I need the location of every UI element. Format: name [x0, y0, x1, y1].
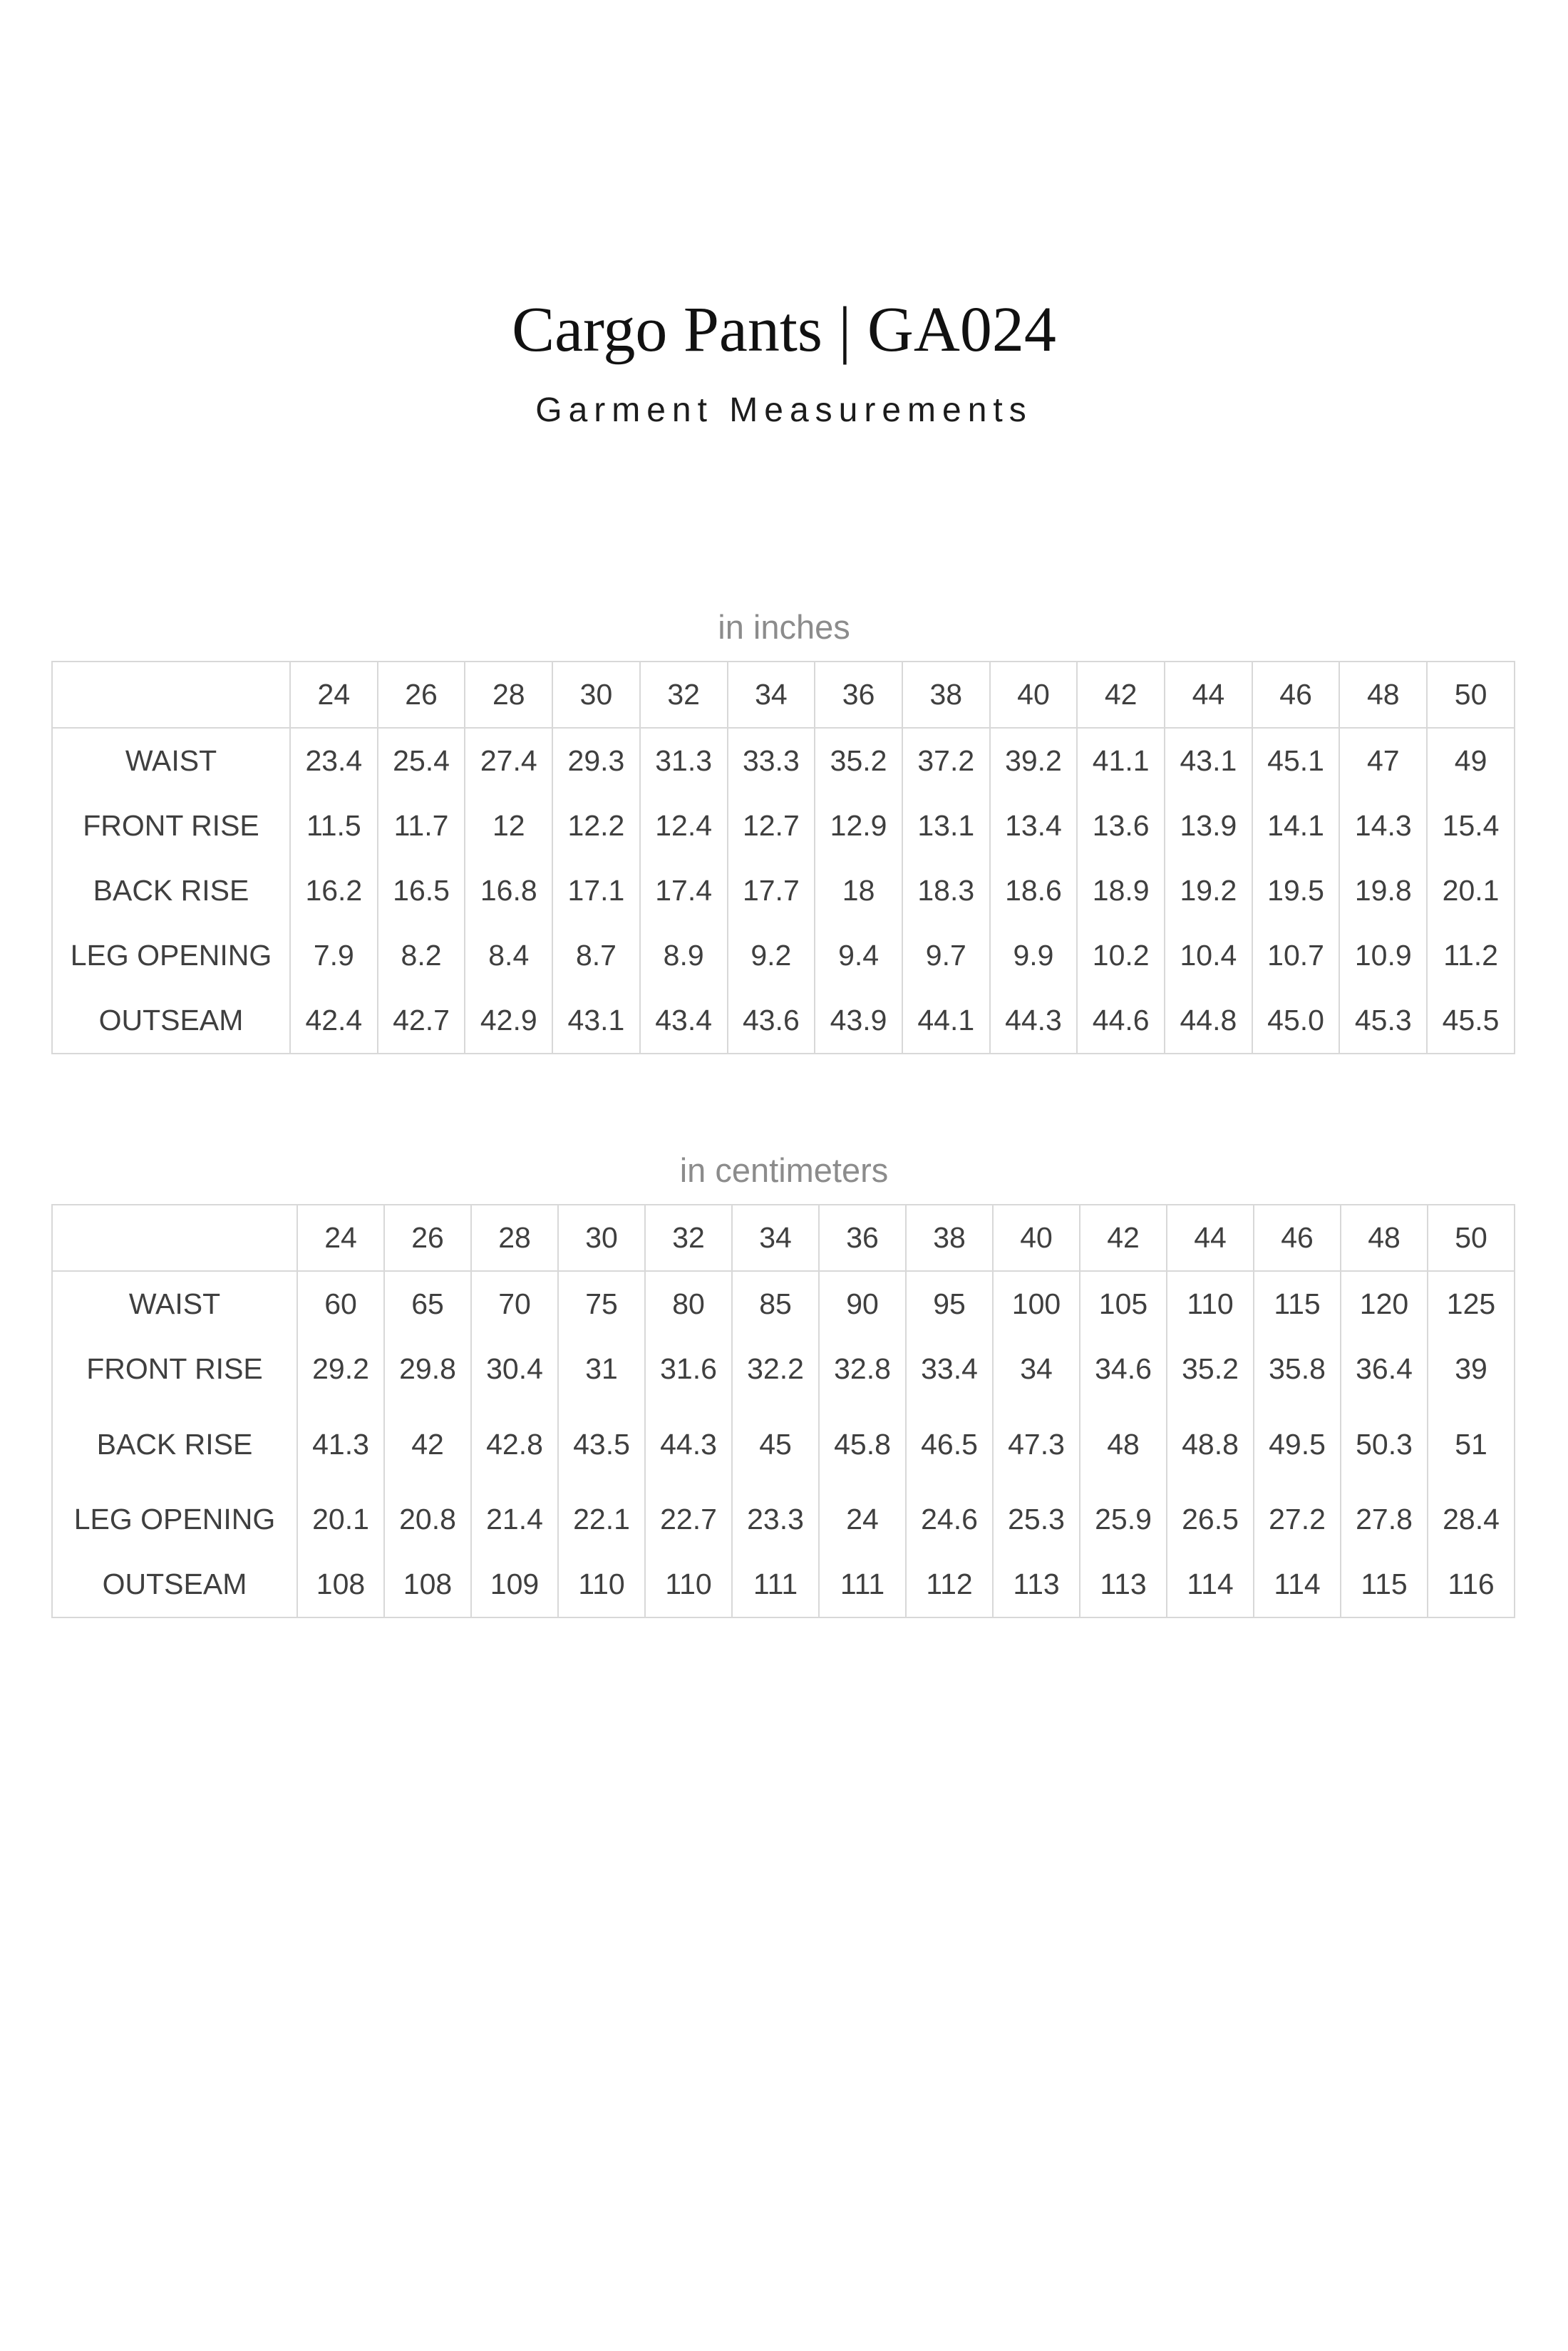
size-header-row [52, 662, 1515, 728]
size-header-cell: 28 [471, 1205, 558, 1271]
size-header-cell: 36 [819, 1205, 906, 1271]
size-header-cell: 34 [728, 662, 815, 728]
measurement-label: FRONT RISE [52, 793, 290, 858]
measurement-value: 12.7 [728, 793, 815, 858]
measurement-value: 11.5 [290, 793, 378, 858]
measurement-value: 45.5 [1427, 988, 1515, 1054]
size-header-cell: 32 [640, 662, 728, 728]
size-header-cell: 46 [1252, 662, 1340, 728]
measurement-value: 14.3 [1339, 793, 1427, 858]
header-corner-cell [52, 662, 290, 728]
measurement-value: 32.8 [819, 1337, 906, 1401]
measurement-value: 19.8 [1339, 858, 1427, 923]
measurement-value: 115 [1254, 1271, 1341, 1337]
measurement-value: 27.4 [465, 728, 552, 793]
measurement-value: 10.9 [1339, 923, 1427, 988]
measurement-value: 20.1 [1427, 858, 1515, 923]
measurement-label: FRONT RISE [52, 1337, 297, 1401]
measurement-value: 20.1 [297, 1487, 384, 1552]
size-header-cell: 42 [1077, 662, 1165, 728]
measurement-value: 35.8 [1254, 1337, 1341, 1401]
measurement-value: 48 [1080, 1401, 1167, 1487]
measurement-value: 42.7 [378, 988, 465, 1054]
measurement-row [52, 1401, 1515, 1487]
size-header-cell: 40 [990, 662, 1078, 728]
measurement-value: 39 [1428, 1337, 1515, 1401]
measurement-value: 114 [1167, 1552, 1254, 1617]
measurement-label: OUTSEAM [52, 988, 290, 1054]
measurement-label: BACK RISE [52, 1401, 297, 1487]
measurement-value: 31 [558, 1337, 645, 1401]
measurement-value: 85 [732, 1271, 819, 1337]
measurement-value: 24.6 [906, 1487, 993, 1552]
measurement-row [52, 988, 1515, 1054]
measurement-value: 32.2 [732, 1337, 819, 1401]
size-header-cell: 32 [645, 1205, 732, 1271]
measurement-value: 28.4 [1428, 1487, 1515, 1552]
measurement-value: 42 [384, 1401, 471, 1487]
measurement-label: LEG OPENING [52, 923, 290, 988]
centimeters-size-table [51, 1204, 1515, 1618]
measurement-value: 15.4 [1427, 793, 1515, 858]
size-header-cell: 38 [906, 1205, 993, 1271]
measurement-value: 45 [732, 1401, 819, 1487]
measurement-value: 113 [1080, 1552, 1167, 1617]
measurement-value: 11.2 [1427, 923, 1515, 988]
size-header-cell: 30 [552, 662, 640, 728]
measurement-value: 44.1 [902, 988, 990, 1054]
inches-size-table [51, 661, 1515, 1054]
measurement-value: 34.6 [1080, 1337, 1167, 1401]
measurement-value: 50.3 [1341, 1401, 1428, 1487]
measurement-value: 17.4 [640, 858, 728, 923]
measurement-value: 33.4 [906, 1337, 993, 1401]
measurement-value: 10.2 [1077, 923, 1165, 988]
measurement-value: 26.5 [1167, 1487, 1254, 1552]
measurement-value: 33.3 [728, 728, 815, 793]
measurement-value: 125 [1428, 1271, 1515, 1337]
measurement-value: 34 [993, 1337, 1080, 1401]
measurement-value: 43.9 [815, 988, 902, 1054]
measurement-label: BACK RISE [52, 858, 290, 923]
measurement-value: 41.1 [1077, 728, 1165, 793]
measurement-value: 30.4 [471, 1337, 558, 1401]
measurement-value: 110 [1167, 1271, 1254, 1337]
size-header-cell: 44 [1167, 1205, 1254, 1271]
size-header-cell: 48 [1339, 662, 1427, 728]
measurement-value: 109 [471, 1552, 558, 1617]
measurement-value: 27.8 [1341, 1487, 1428, 1552]
measurement-value: 12.4 [640, 793, 728, 858]
size-header-cell: 48 [1341, 1205, 1428, 1271]
measurement-value: 45.0 [1252, 988, 1340, 1054]
measurement-value: 10.7 [1252, 923, 1340, 988]
measurement-value: 16.2 [290, 858, 378, 923]
measurement-value: 9.9 [990, 923, 1078, 988]
measurement-value: 9.7 [902, 923, 990, 988]
measurement-value: 17.1 [552, 858, 640, 923]
measurement-value: 10.4 [1165, 923, 1252, 988]
measurement-value: 13.4 [990, 793, 1078, 858]
measurement-value: 35.2 [1167, 1337, 1254, 1401]
measurement-value: 36.4 [1341, 1337, 1428, 1401]
measurement-value: 31.6 [645, 1337, 732, 1401]
measurement-value: 47.3 [993, 1401, 1080, 1487]
measurement-value: 51 [1428, 1401, 1515, 1487]
measurement-value: 23.3 [732, 1487, 819, 1552]
measurement-value: 45.3 [1339, 988, 1427, 1054]
measurement-value: 48.8 [1167, 1401, 1254, 1487]
measurement-label: OUTSEAM [52, 1552, 297, 1617]
measurement-value: 21.4 [471, 1487, 558, 1552]
measurement-label: WAIST [52, 728, 290, 793]
measurement-value: 29.3 [552, 728, 640, 793]
measurement-value: 110 [558, 1552, 645, 1617]
size-header-row [52, 1205, 1515, 1271]
measurement-value: 8.2 [378, 923, 465, 988]
measurement-value: 116 [1428, 1552, 1515, 1617]
measurement-value: 18.6 [990, 858, 1078, 923]
measurement-value: 43.6 [728, 988, 815, 1054]
size-header-cell: 28 [465, 662, 552, 728]
measurement-value: 105 [1080, 1271, 1167, 1337]
measurement-value: 115 [1341, 1552, 1428, 1617]
measurement-value: 13.6 [1077, 793, 1165, 858]
size-header-cell: 26 [378, 662, 465, 728]
measurement-value: 20.8 [384, 1487, 471, 1552]
size-header-cell: 44 [1165, 662, 1252, 728]
measurement-value: 95 [906, 1271, 993, 1337]
page-title: Cargo Pants | GA024 [512, 294, 1056, 365]
size-header-cell: 24 [297, 1205, 384, 1271]
measurement-value: 13.1 [902, 793, 990, 858]
size-header-cell: 34 [732, 1205, 819, 1271]
measurement-value: 41.3 [297, 1401, 384, 1487]
size-header-cell: 50 [1427, 662, 1515, 728]
page-subtitle: Garment Measurements [535, 391, 1033, 429]
size-header-cell: 38 [902, 662, 990, 728]
measurement-value: 90 [819, 1271, 906, 1337]
measurement-value: 17.7 [728, 858, 815, 923]
size-header-cell: 36 [815, 662, 902, 728]
measurement-value: 39.2 [990, 728, 1078, 793]
measurement-value: 22.1 [558, 1487, 645, 1552]
measurement-row [52, 1337, 1515, 1401]
measurement-value: 7.9 [290, 923, 378, 988]
measurement-value: 25.4 [378, 728, 465, 793]
measurement-value: 114 [1254, 1552, 1341, 1617]
measurement-row [52, 793, 1515, 858]
measurement-value: 23.4 [290, 728, 378, 793]
measurement-value: 49 [1427, 728, 1515, 793]
measurement-value: 43.4 [640, 988, 728, 1054]
measurement-value: 16.8 [465, 858, 552, 923]
header-corner-cell [52, 1205, 297, 1271]
measurement-value: 18.9 [1077, 858, 1165, 923]
measurement-value: 45.1 [1252, 728, 1340, 793]
measurement-value: 112 [906, 1552, 993, 1617]
measurement-value: 25.3 [993, 1487, 1080, 1552]
measurement-value: 44.3 [645, 1401, 732, 1487]
measurement-value: 113 [993, 1552, 1080, 1617]
measurement-value: 80 [645, 1271, 732, 1337]
measurement-value: 70 [471, 1271, 558, 1337]
measurement-value: 45.8 [819, 1401, 906, 1487]
measurement-value: 9.2 [728, 923, 815, 988]
centimeters-table-caption: in centimeters [679, 1151, 889, 1189]
measurement-value: 42.8 [471, 1401, 558, 1487]
measurement-value: 12 [465, 793, 552, 858]
measurement-value: 27.2 [1254, 1487, 1341, 1552]
measurement-value: 13.9 [1165, 793, 1252, 858]
measurement-value: 44.8 [1165, 988, 1252, 1054]
measurement-value: 18.3 [902, 858, 990, 923]
size-header-cell: 30 [558, 1205, 645, 1271]
measurement-value: 46.5 [906, 1401, 993, 1487]
measurement-value: 49.5 [1254, 1401, 1341, 1487]
measurement-value: 47 [1339, 728, 1427, 793]
size-header-cell: 40 [993, 1205, 1080, 1271]
inches-table-caption: in inches [718, 608, 850, 646]
measurement-value: 29.8 [384, 1337, 471, 1401]
measurement-value: 19.5 [1252, 858, 1340, 923]
measurement-value: 16.5 [378, 858, 465, 923]
measurement-value: 8.9 [640, 923, 728, 988]
measurement-value: 65 [384, 1271, 471, 1337]
measurement-row [52, 1271, 1515, 1337]
measurement-value: 111 [732, 1552, 819, 1617]
measurement-value: 108 [384, 1552, 471, 1617]
size-header-cell: 42 [1080, 1205, 1167, 1271]
measurement-value: 37.2 [902, 728, 990, 793]
measurement-value: 42.4 [290, 988, 378, 1054]
measurement-value: 75 [558, 1271, 645, 1337]
measurement-value: 8.4 [465, 923, 552, 988]
measurement-value: 110 [645, 1552, 732, 1617]
measurement-row [52, 858, 1515, 923]
measurement-row [52, 923, 1515, 988]
measurement-value: 14.1 [1252, 793, 1340, 858]
measurement-value: 29.2 [297, 1337, 384, 1401]
measurement-value: 12.9 [815, 793, 902, 858]
measurement-row [52, 1487, 1515, 1552]
measurement-value: 12.2 [552, 793, 640, 858]
measurement-value: 120 [1341, 1271, 1428, 1337]
size-header-cell: 24 [290, 662, 378, 728]
measurement-value: 25.9 [1080, 1487, 1167, 1552]
measurement-value: 19.2 [1165, 858, 1252, 923]
measurement-value: 42.9 [465, 988, 552, 1054]
measurement-value: 43.1 [552, 988, 640, 1054]
size-header-cell: 26 [384, 1205, 471, 1271]
measurement-value: 43.1 [1165, 728, 1252, 793]
measurement-value: 44.3 [990, 988, 1078, 1054]
measurement-label: LEG OPENING [52, 1487, 297, 1552]
measurement-value: 44.6 [1077, 988, 1165, 1054]
measurement-value: 18 [815, 858, 902, 923]
measurement-value: 24 [819, 1487, 906, 1552]
measurement-row [52, 728, 1515, 793]
measurement-value: 100 [993, 1271, 1080, 1337]
measurement-value: 60 [297, 1271, 384, 1337]
measurement-value: 111 [819, 1552, 906, 1617]
measurement-value: 8.7 [552, 923, 640, 988]
measurement-label: WAIST [52, 1271, 297, 1337]
size-header-cell: 50 [1428, 1205, 1515, 1271]
measurement-row [52, 1552, 1515, 1617]
measurement-value: 22.7 [645, 1487, 732, 1552]
measurement-value: 108 [297, 1552, 384, 1617]
measurement-value: 9.4 [815, 923, 902, 988]
measurement-value: 43.5 [558, 1401, 645, 1487]
measurement-value: 35.2 [815, 728, 902, 793]
size-header-cell: 46 [1254, 1205, 1341, 1271]
measurement-value: 11.7 [378, 793, 465, 858]
measurement-value: 31.3 [640, 728, 728, 793]
